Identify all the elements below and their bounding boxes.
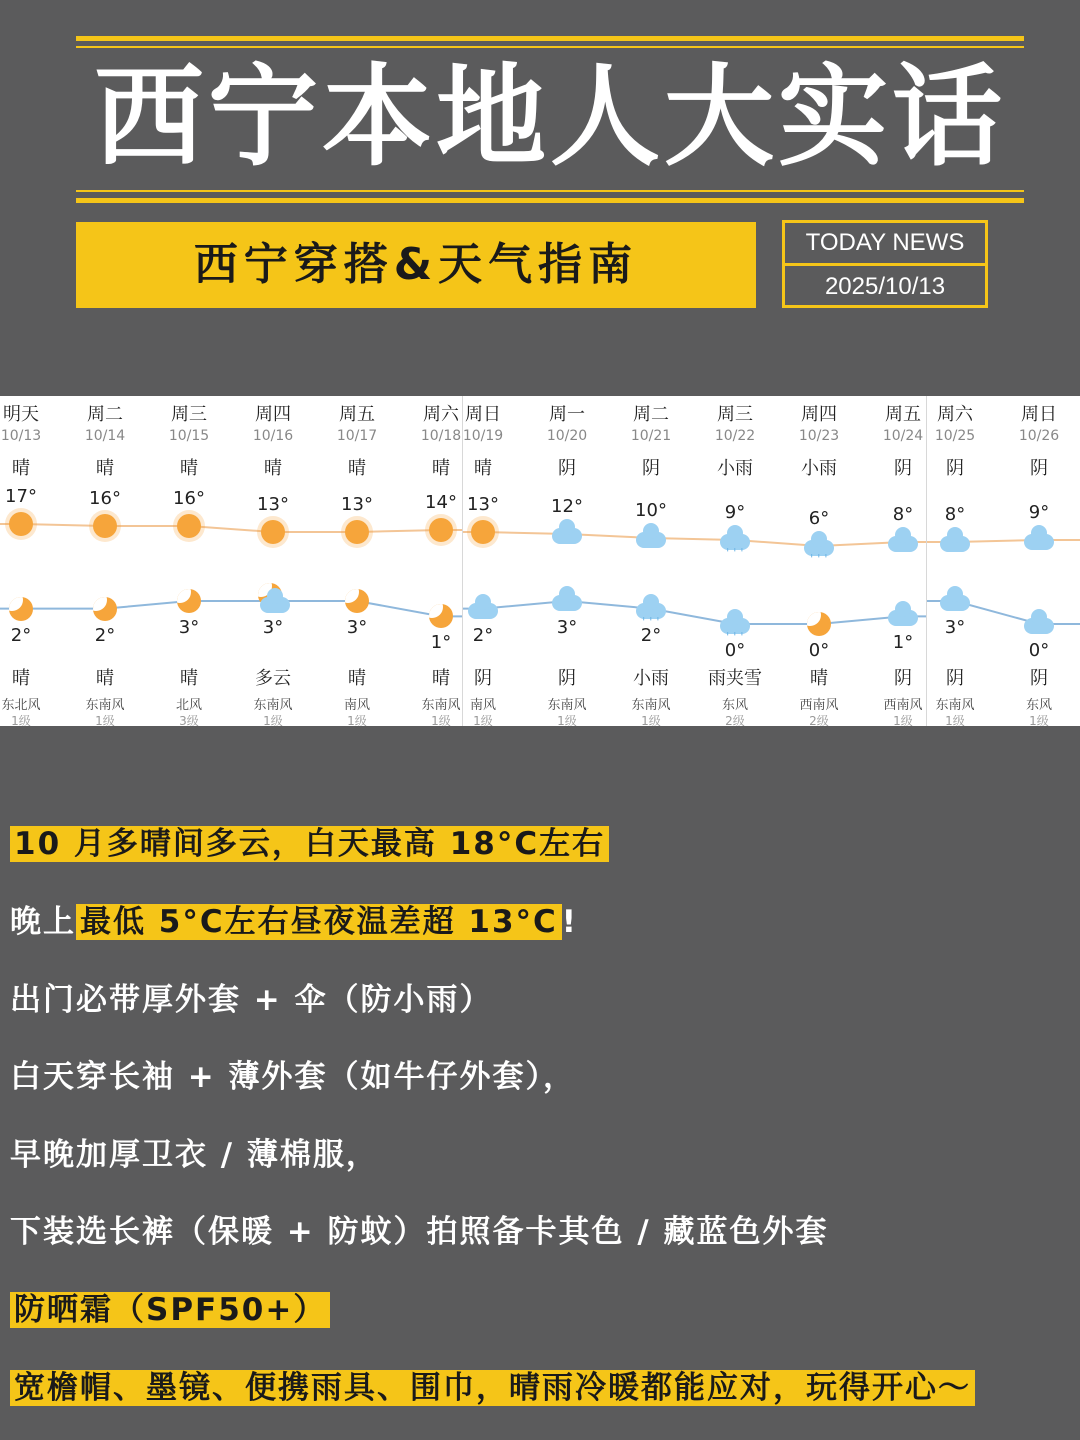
cloud-icon (940, 530, 970, 554)
high-temp: 10° (635, 500, 667, 521)
date-label: 10/24 (882, 428, 924, 444)
sun-icon (258, 520, 288, 544)
subtitle-banner: 西宁穿搭&天气指南 (76, 222, 756, 308)
weekday-label: 周五 (339, 404, 375, 425)
night-condition: 晴 (12, 668, 30, 689)
low-temp: 3° (346, 617, 368, 638)
wind-direction: 东南风 (631, 698, 671, 713)
wind-level: 1级 (11, 714, 31, 726)
forecast-day (231, 396, 315, 726)
wind-direction: 南风 (343, 698, 370, 713)
wind-level: 2级 (725, 714, 745, 726)
forecast-day (777, 396, 861, 726)
high-temp: 16° (173, 488, 205, 509)
high-temp: 9° (724, 502, 746, 523)
tip-line-3: 出门必带厚外套 + 伞（防小雨） (10, 982, 493, 1018)
wind-level: 1级 (945, 714, 965, 726)
wind-direction: 东北风 (1, 698, 41, 713)
wind-direction: 东南风 (421, 698, 461, 713)
wind-level: 1级 (473, 714, 493, 726)
forecast-day (913, 396, 997, 726)
night-condition: 阴 (558, 668, 576, 689)
today-news-box (782, 220, 988, 308)
date-label: 10/15 (168, 428, 210, 444)
sun-icon (6, 512, 36, 536)
forecast-day (147, 396, 231, 726)
sun-icon (342, 520, 372, 544)
date-label: 10/13 (0, 428, 42, 444)
weekday-label: 周一 (549, 404, 585, 425)
night-condition: 晴 (96, 668, 114, 689)
day-condition: 晴 (348, 458, 366, 479)
day-condition: 阴 (642, 458, 660, 479)
date-label: 10/18 (420, 428, 462, 444)
high-temp: 6° (808, 508, 830, 529)
wind-direction: 东南风 (935, 698, 975, 713)
wind-direction: 北风 (175, 698, 202, 713)
wind-level: 1级 (557, 714, 577, 726)
date-label: 10/20 (546, 428, 588, 444)
date-label: 10/21 (630, 428, 672, 444)
night-condition: 晴 (810, 668, 828, 689)
forecast-day (525, 396, 609, 726)
moon-icon (174, 589, 204, 613)
top-rule-thin (76, 46, 1024, 48)
tip-line-5: 早晚加厚卫衣 / 薄棉服， (10, 1137, 379, 1173)
rain-icon (636, 597, 666, 621)
tip-line-7 (10, 1288, 330, 1332)
forecast-panel-2 (462, 396, 926, 726)
tip-highlight: 10 月多晴间多云，白天最高 18°C左右 (10, 826, 609, 862)
forecast-day (63, 396, 147, 726)
high-temp: 8° (944, 504, 966, 525)
night-condition: 晴 (180, 668, 198, 689)
forecast-panel-1 (0, 396, 462, 726)
sun-icon (90, 514, 120, 538)
sleet-icon (720, 612, 750, 636)
day-condition: 阴 (894, 458, 912, 479)
forecast-panel-3 (926, 396, 1080, 726)
night-condition: 阴 (946, 668, 964, 689)
wind-direction: 东风 (721, 698, 748, 713)
night-condition: 多云 (255, 668, 291, 689)
cloud-icon (552, 589, 582, 613)
moon-icon (342, 589, 372, 613)
date-label: 10/17 (336, 428, 378, 444)
wind-level: 1级 (347, 714, 367, 726)
wind-direction: 西南风 (883, 698, 923, 713)
forecast-day (609, 396, 693, 726)
day-condition: 阴 (946, 458, 964, 479)
low-temp: 2° (472, 624, 494, 646)
weekday-label: 周四 (255, 404, 291, 425)
cloud-moon-icon (258, 589, 288, 613)
wind-direction: 东南风 (253, 698, 293, 713)
day-condition: 小雨 (717, 458, 753, 479)
low-temp: 3° (262, 617, 284, 638)
rain-icon (804, 534, 834, 558)
day-condition: 阴 (1030, 458, 1048, 479)
low-temp: 2° (10, 624, 32, 646)
wind-level: 1级 (95, 714, 115, 726)
weekday-label: 周四 (801, 404, 837, 425)
day-condition: 晴 (12, 458, 30, 479)
date-label: 10/14 (84, 428, 126, 444)
high-temp: 8° (892, 504, 914, 525)
weekday-label: 周六 (423, 404, 459, 425)
bottom-rule-thick (76, 198, 1024, 203)
low-temp: 1° (430, 632, 452, 654)
high-temp: 16° (89, 488, 121, 509)
tip-line-2 (10, 900, 578, 944)
wind-level: 1级 (1029, 714, 1049, 726)
rain-icon (720, 528, 750, 552)
moon-icon (90, 597, 120, 621)
tip-highlight: 防晒霜（SPF50+） (10, 1292, 330, 1328)
low-temp: 2° (94, 624, 116, 646)
wind-direction: 东南风 (547, 698, 587, 713)
cloud-icon (1024, 612, 1054, 636)
wind-direction: 南风 (469, 698, 496, 713)
high-temp: 17° (5, 486, 37, 507)
top-rule-thick (76, 36, 1024, 41)
high-temp: 14° (425, 492, 457, 513)
wind-level: 1级 (431, 714, 451, 726)
wind-level: 1级 (641, 714, 661, 726)
tip-line-4: 白天穿长袖 + 薄外套（如牛仔外套）， (10, 1059, 577, 1095)
cloud-icon (552, 522, 582, 546)
tip-suffix: ! (561, 904, 578, 940)
date-label: 10/25 (934, 428, 976, 444)
wind-level: 1级 (893, 714, 913, 726)
sun-icon (174, 514, 204, 538)
night-condition: 阴 (894, 668, 912, 689)
weekday-label: 周三 (717, 404, 753, 425)
wind-level: 3级 (179, 714, 199, 726)
wind-level: 1级 (263, 714, 283, 726)
low-temp: 3° (556, 617, 578, 638)
forecast-day (693, 396, 777, 726)
cloud-icon (940, 589, 970, 613)
date-label: 10/19 (462, 428, 504, 444)
tip-line-6: 下装选长裤（保暖 + 防蚊）拍照备卡其色 / 藏蓝色外套 (10, 1214, 829, 1250)
high-temp: 9° (1028, 502, 1050, 523)
weekday-label: 周五 (885, 404, 921, 425)
weekday-label: 周日 (1021, 404, 1057, 425)
tip-line-8 (10, 1366, 975, 1410)
forecast-day (441, 396, 525, 726)
forecast-day (997, 396, 1080, 726)
date-label: 10/23 (798, 428, 840, 444)
night-condition: 阴 (1030, 668, 1048, 689)
tip-prefix: 晚上 (10, 904, 76, 940)
low-temp: 0° (808, 640, 830, 661)
forecast-day (315, 396, 399, 726)
cloud-icon (1024, 528, 1054, 552)
bottom-rule-thin (76, 190, 1024, 192)
cloud-icon (468, 597, 498, 621)
night-condition: 小雨 (633, 668, 669, 689)
wind-direction: 东南风 (85, 698, 125, 713)
weekday-label: 明天 (3, 404, 39, 425)
high-temp: 13° (341, 494, 373, 515)
night-condition: 雨夹雪 (708, 668, 762, 689)
main-title: 西宁本地人大实话 (94, 53, 1006, 181)
moon-icon (804, 612, 834, 636)
night-condition: 阴 (474, 668, 492, 689)
weather-forecast-strip (0, 396, 1080, 726)
date-label: 10/16 (252, 428, 294, 444)
low-temp: 0° (724, 640, 746, 661)
wind-direction: 西南风 (799, 698, 839, 713)
night-condition: 晴 (348, 668, 366, 689)
weekday-label: 周六 (937, 404, 973, 425)
day-condition: 阴 (558, 458, 576, 479)
high-temp: 12° (551, 496, 583, 517)
day-condition: 晴 (474, 458, 492, 479)
day-condition: 晴 (96, 458, 114, 479)
high-temp: 13° (257, 494, 289, 515)
tip-highlight: 最低 5°C左右昼夜温差超 13°C (76, 904, 562, 940)
day-condition: 晴 (180, 458, 198, 479)
low-temp: 3° (178, 617, 200, 638)
low-temp: 2° (640, 624, 662, 646)
weekday-label: 周二 (633, 404, 669, 425)
day-condition: 晴 (264, 458, 282, 479)
forecast-day (0, 396, 63, 726)
date-label: 10/26 (1018, 428, 1060, 444)
tip-highlight: 宽檐帽、墨镜、便携雨具、围巾，晴雨冷暖都能应对，玩得开心～ (10, 1370, 975, 1406)
today-news-label: TODAY NEWS (805, 229, 965, 256)
weekday-label: 周三 (171, 404, 207, 425)
day-condition: 晴 (432, 458, 450, 479)
low-temp: 3° (944, 617, 966, 638)
date-label: 10/22 (714, 428, 756, 444)
news-date: 2025/10/13 (824, 273, 946, 300)
tip-line-1 (10, 822, 609, 866)
low-temp: 0° (1028, 640, 1050, 661)
wind-direction: 东风 (1025, 698, 1052, 713)
day-condition: 小雨 (801, 458, 837, 479)
weekday-label: 周二 (87, 404, 123, 425)
night-condition: 晴 (432, 668, 450, 689)
weekday-label: 周日 (465, 404, 501, 425)
sun-icon (468, 520, 498, 544)
cloud-icon (636, 526, 666, 550)
wind-level: 2级 (809, 714, 829, 726)
moon-icon (6, 597, 36, 621)
news-divider (785, 263, 985, 266)
low-temp: 1° (892, 632, 914, 654)
high-temp: 13° (467, 494, 499, 515)
